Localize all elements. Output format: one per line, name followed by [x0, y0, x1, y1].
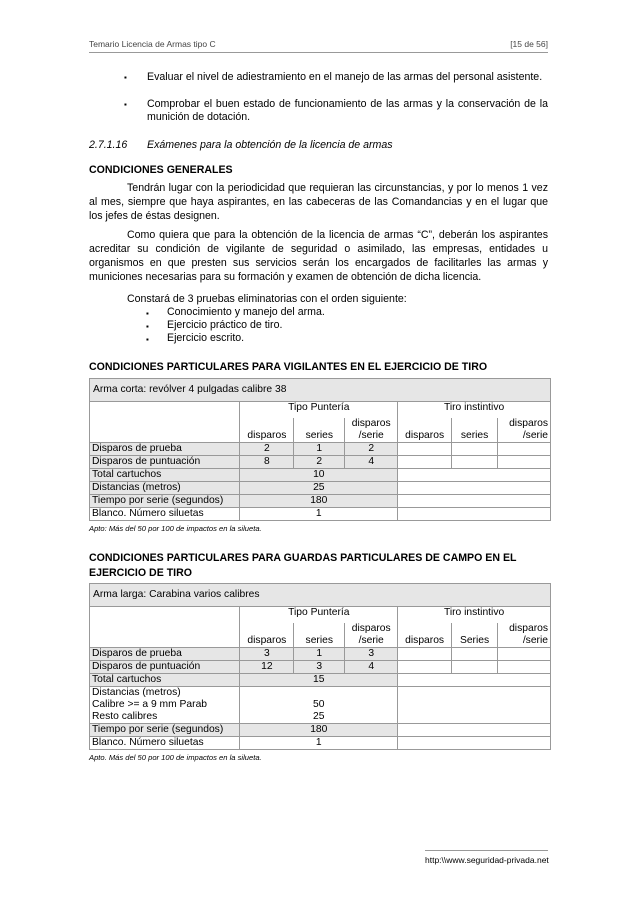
table-row: Blanco. Número siluetas 1 — [90, 737, 551, 750]
table1-heading: CONDICIONES PARTICULARES PARA VIGILANTES EN EL EJERCICIO DE TIRO — [89, 361, 488, 373]
column-header: disparos /serie — [345, 623, 398, 648]
bullet-item — [89, 98, 548, 124]
table-row: Total cartuchos 10 — [90, 469, 551, 482]
bullet-icon: ▪ — [124, 73, 127, 82]
bullet-icon: ▪ — [146, 309, 149, 318]
group-header: Tipo Puntería — [240, 402, 398, 415]
table-row: Disparos de prueba 3 1 3 — [90, 648, 551, 661]
table-vigilantes — [89, 378, 551, 521]
column-header: series — [452, 418, 498, 443]
column-header: series — [294, 623, 345, 648]
page-header — [89, 39, 548, 49]
column-header: Series — [452, 623, 498, 648]
column-header: disparos — [398, 418, 452, 443]
table-note: Apto: Más del 50 por 100 de impactos en la silueta. — [89, 524, 262, 533]
table-row: Disparos de puntuación 8 2 4 — [90, 456, 551, 469]
table-row: Disparos de prueba 2 1 2 — [90, 443, 551, 456]
bullet-text: Comprobar el buen estado de funcionamiento de las armas y la conservación de la munición de dotación. — [147, 98, 548, 123]
group-header: Tiro instintivo — [398, 402, 551, 415]
bullet-icon: ▪ — [124, 100, 127, 109]
group-header: Tipo Puntería — [240, 607, 398, 620]
column-header: disparos /serie — [498, 623, 551, 648]
list-item: ▪ Ejercicio práctico de tiro. — [146, 319, 283, 331]
paragraph: Tendrán lugar con la periodicidad que requieran las circunstancias, y por lo menos 1 vez al mes, siempre que haya aspirantes, en las cabeceras de las Comandancias y en el lugar que los jefes de éstas designen. — [89, 182, 548, 222]
paragraph: Como quiera que para la obtención de la licencia de armas “C”, deberán los aspirantes acreditar su condición de vigilante de seguridad o asimilado, las empresas, entidades u organismos en que presten sus servicios serán los encargados de facilitarles las armas y municiones necesarias para su formación y examen de obtención de dicha licencia. — [89, 229, 548, 283]
table2-heading: CONDICIONES PARTICULARES PARA GUARDAS PARTICULARES DE CAMPO EN EL EJERCICIO DE TIRO — [89, 552, 517, 579]
table-row: Disparos de puntuación 12 3 4 — [90, 661, 551, 674]
table-row: Total cartuchos 15 — [90, 674, 551, 687]
bullet-icon: ▪ — [146, 322, 149, 331]
table-row: Distancias (metros) Calibre >= a 9 mm Parab Resto calibres 50 25 — [90, 687, 551, 724]
header-title: Temario Licencia de Armas tipo C — [89, 39, 216, 49]
column-header: series — [294, 418, 345, 443]
table-row: Distancias (metros) 25 — [90, 482, 551, 495]
section-heading — [89, 139, 393, 151]
bullet-text: Evaluar el nivel de adiestramiento en el manejo de las armas del personal asistente. — [147, 71, 543, 83]
footer-url: http:\\www.seguridad-privada.net — [425, 855, 549, 865]
list-item: ▪ Conocimiento y manejo del arma. — [146, 306, 325, 318]
column-header: disparos — [240, 418, 294, 443]
column-header: disparos /serie — [345, 418, 398, 443]
table-row: Blanco. Número siluetas 1 — [90, 508, 551, 521]
condiciones-generales-heading: CONDICIONES GENERALES — [89, 164, 233, 176]
table-caption: Arma corta: revólver 4 pulgadas calibre 38 — [90, 379, 551, 402]
table-note: Apto. Más del 50 por 100 de impactos en la silueta. — [89, 753, 262, 762]
table-caption: Arma larga: Carabina varios calibres — [90, 584, 551, 607]
column-header: disparos — [240, 623, 294, 648]
table-row: Tiempo por serie (segundos) 180 — [90, 495, 551, 508]
column-header: disparos — [398, 623, 452, 648]
bullet-icon: ▪ — [146, 335, 149, 344]
header-divider — [89, 52, 548, 53]
bullet-item — [89, 71, 548, 84]
table-guardas — [89, 583, 551, 750]
page-number: [15 de 56] — [510, 39, 548, 49]
list-item: ▪ Ejercicio escrito. — [146, 332, 245, 344]
column-header: disparos /serie — [498, 418, 551, 443]
table-row: Tiempo por serie (segundos) 180 — [90, 724, 551, 737]
group-header: Tiro instintivo — [398, 607, 551, 620]
paragraph: Constará de 3 pruebas eliminatorias con el orden siguiente: — [127, 293, 407, 305]
section-title: Exámenes para la obtención de la licencia de armas — [147, 139, 393, 151]
section-number: 2.7.1.16 — [89, 139, 128, 151]
footer-divider — [425, 850, 548, 851]
